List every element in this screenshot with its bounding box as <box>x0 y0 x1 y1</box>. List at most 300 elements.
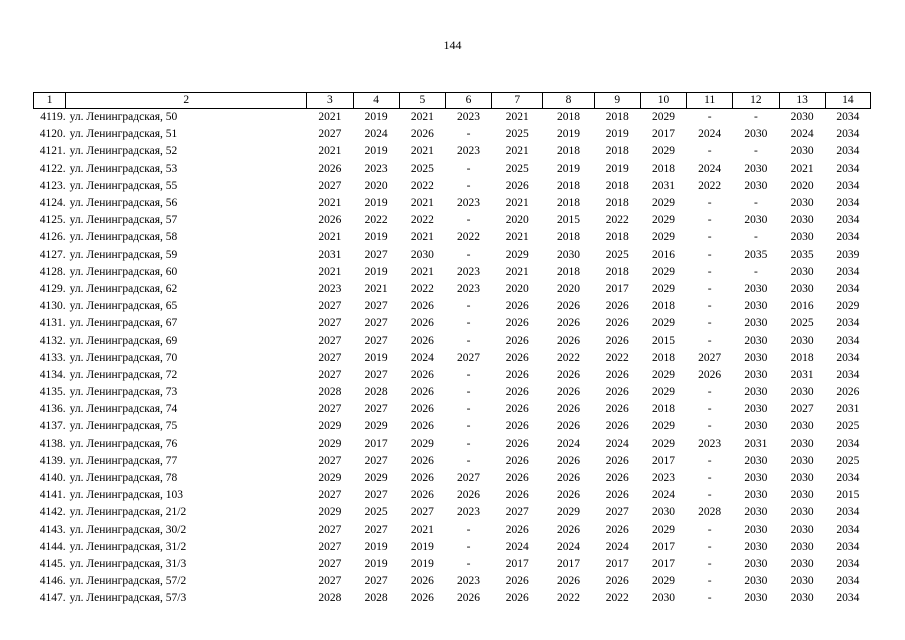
year-cell: 2030 <box>744 523 768 536</box>
year-cell: - <box>466 248 471 261</box>
year-cell: 2026 <box>505 575 529 588</box>
address-cell: ул. Ленинградская, 73 <box>69 386 178 399</box>
year-cell: 2030 <box>790 540 814 553</box>
address-cell: ул. Ленинградская, 76 <box>69 437 178 450</box>
year-cell: 2026 <box>410 489 434 502</box>
year-cell: 2027 <box>364 489 388 502</box>
year-cell: 2017 <box>651 557 675 570</box>
year-cell: 2023 <box>457 282 481 295</box>
year-cell: 2015 <box>651 334 675 347</box>
year-cell: 2026 <box>505 351 529 364</box>
year-cell: 2030 <box>790 197 814 210</box>
address-cell: ул. Ленинградская, 57/3 <box>69 592 187 605</box>
year-cell: 2027 <box>318 403 342 416</box>
year-cell: 2023 <box>318 282 342 295</box>
year-cell: 2022 <box>605 214 629 227</box>
year-cell: 2025 <box>836 454 860 467</box>
year-cell: 2030 <box>744 214 768 227</box>
row-number: 4141. <box>39 489 66 502</box>
address-cell: ул. Ленинградская, 103 <box>69 489 183 502</box>
year-cell: 2018 <box>557 145 580 158</box>
year-cell: - <box>466 403 471 416</box>
year-cell: 2021 <box>410 231 434 244</box>
year-cell: 2027 <box>318 368 342 381</box>
year-cell: 2025 <box>505 128 529 141</box>
year-cell: 2023 <box>364 162 388 175</box>
year-cell: 2027 <box>318 454 342 467</box>
year-cell: 2027 <box>318 575 342 588</box>
year-cell: - <box>707 386 712 399</box>
year-cell: - <box>466 557 471 570</box>
year-cell: 2026 <box>605 420 629 433</box>
address-cell: ул. Ленинградская, 21/2 <box>69 506 187 519</box>
row-number: 4140. <box>39 472 66 485</box>
year-cell: 2034 <box>836 214 860 227</box>
address-cell: ул. Ленинградская, 60 <box>69 265 178 278</box>
year-cell: 2018 <box>651 300 675 313</box>
column-header: 13 <box>779 93 825 109</box>
year-cell: 2027 <box>364 334 388 347</box>
year-cell: 2034 <box>836 523 860 536</box>
table-row <box>34 298 871 315</box>
year-cell: 2019 <box>410 540 434 553</box>
table-body <box>34 109 871 608</box>
year-cell: 2022 <box>605 592 629 605</box>
page-number: 144 <box>443 38 462 52</box>
year-cell: 2021 <box>410 197 434 210</box>
column-header: 14 <box>825 93 870 109</box>
year-cell: 2015 <box>557 214 580 227</box>
year-cell: 2019 <box>364 231 388 244</box>
column-header: 7 <box>492 93 543 109</box>
column-header: 2 <box>66 93 307 109</box>
year-cell: 2030 <box>790 386 814 399</box>
year-cell: 2029 <box>557 506 580 519</box>
year-cell: 2030 <box>790 575 814 588</box>
year-cell: 2021 <box>505 265 529 278</box>
year-cell: 2029 <box>651 386 675 399</box>
year-cell: 2030 <box>790 265 814 278</box>
year-cell: 2031 <box>318 248 342 261</box>
year-cell: - <box>466 368 471 381</box>
year-cell: 2026 <box>557 472 580 485</box>
year-cell: 2018 <box>605 265 629 278</box>
column-header: 11 <box>687 93 733 109</box>
table-row <box>34 161 871 178</box>
year-cell: 2034 <box>836 540 860 553</box>
year-cell: - <box>753 231 758 244</box>
year-cell: 2022 <box>698 179 722 192</box>
year-cell: 2018 <box>557 179 580 192</box>
year-cell: - <box>707 197 712 210</box>
year-cell: 2026 <box>410 128 434 141</box>
year-cell: 2021 <box>318 197 342 210</box>
year-cell: 2017 <box>505 557 529 570</box>
column-header: 1 <box>34 93 66 109</box>
year-cell: 2025 <box>605 248 629 261</box>
year-cell: 2034 <box>836 506 860 519</box>
header-row <box>34 93 871 109</box>
table-row <box>34 573 871 590</box>
year-cell: 2029 <box>651 437 675 450</box>
year-cell: 2026 <box>410 472 434 485</box>
year-cell: 2027 <box>698 351 722 364</box>
year-cell: 2039 <box>836 248 860 261</box>
year-cell: 2030 <box>651 592 675 605</box>
table-row <box>34 332 871 349</box>
year-cell: 2026 <box>505 592 529 605</box>
year-cell: 2026 <box>605 454 629 467</box>
row-number: 4135. <box>39 386 66 399</box>
year-cell: 2018 <box>557 197 580 210</box>
year-cell: 2019 <box>557 162 580 175</box>
year-cell: 2026 <box>698 368 722 381</box>
year-cell: 2023 <box>457 265 481 278</box>
table-row <box>34 401 871 418</box>
year-cell: 2018 <box>605 231 629 244</box>
year-cell: 2025 <box>790 317 814 330</box>
year-cell: 2021 <box>410 145 434 158</box>
year-cell: 2019 <box>364 111 388 124</box>
year-cell: - <box>707 214 712 227</box>
year-cell: 2026 <box>457 592 481 605</box>
year-cell: 2022 <box>410 282 434 295</box>
year-cell: 2034 <box>836 575 860 588</box>
year-cell: 2027 <box>318 317 342 330</box>
year-cell: 2030 <box>744 557 768 570</box>
address-cell: ул. Ленинградская, 31/2 <box>69 540 187 553</box>
year-cell: 2026 <box>318 162 342 175</box>
year-cell: 2026 <box>605 386 629 399</box>
year-cell: 2017 <box>364 437 388 450</box>
year-cell: 2026 <box>557 317 580 330</box>
year-cell: 2027 <box>364 300 388 313</box>
year-cell: 2029 <box>651 111 675 124</box>
year-cell: 2021 <box>505 145 529 158</box>
year-cell: 2016 <box>651 248 675 261</box>
year-cell: 2022 <box>410 179 434 192</box>
year-cell: 2027 <box>457 472 481 485</box>
year-cell: 2027 <box>790 403 814 416</box>
year-cell: 2028 <box>318 386 342 399</box>
year-cell: 2026 <box>505 179 529 192</box>
year-cell: 2034 <box>836 592 860 605</box>
year-cell: - <box>466 523 471 536</box>
year-cell: 2027 <box>364 317 388 330</box>
year-cell: 2030 <box>744 489 768 502</box>
address-cell: ул. Ленинградская, 74 <box>69 403 178 416</box>
address-cell: ул. Ленинградская, 56 <box>69 197 178 210</box>
column-header: 4 <box>353 93 399 109</box>
year-cell: 2024 <box>557 540 580 553</box>
year-cell: 2023 <box>457 575 481 588</box>
year-cell: 2026 <box>505 437 529 450</box>
year-cell: 2034 <box>836 231 860 244</box>
year-cell: 2022 <box>605 351 629 364</box>
row-number: 4124. <box>39 197 66 210</box>
year-cell: 2026 <box>505 334 529 347</box>
address-cell: ул. Ленинградская, 55 <box>69 179 178 192</box>
year-cell: 2030 <box>744 128 768 141</box>
year-cell: 2030 <box>790 420 814 433</box>
year-cell: 2031 <box>836 403 860 416</box>
year-cell: - <box>707 523 712 536</box>
year-cell: 2034 <box>836 179 860 192</box>
year-cell: 2029 <box>318 472 342 485</box>
year-cell: 2026 <box>557 420 580 433</box>
row-number: 4123. <box>39 179 66 192</box>
year-cell: 2030 <box>790 489 814 502</box>
year-cell: - <box>707 592 712 605</box>
year-cell: 2031 <box>790 368 814 381</box>
year-cell: 2016 <box>790 300 814 313</box>
table-row <box>34 556 871 573</box>
year-cell: 2022 <box>364 214 388 227</box>
row-number: 4138. <box>39 437 66 450</box>
year-cell: 2028 <box>364 592 388 605</box>
year-cell: 2030 <box>744 179 768 192</box>
year-cell: 2026 <box>410 386 434 399</box>
address-cell: ул. Ленинградская, 75 <box>69 420 178 433</box>
year-cell: 2029 <box>836 300 860 313</box>
year-cell: 2026 <box>605 472 629 485</box>
year-cell: 2018 <box>651 162 675 175</box>
year-cell: 2023 <box>457 111 481 124</box>
year-cell: 2024 <box>605 437 629 450</box>
year-cell: 2023 <box>457 145 481 158</box>
year-cell: 2030 <box>744 282 768 295</box>
year-cell: 2034 <box>836 111 860 124</box>
year-cell: 2030 <box>744 454 768 467</box>
address-cell: ул. Ленинградская, 50 <box>69 111 178 124</box>
year-cell: 2026 <box>410 592 434 605</box>
table-row <box>34 109 871 127</box>
year-cell: 2030 <box>790 214 814 227</box>
year-cell: 2026 <box>505 403 529 416</box>
year-cell: 2019 <box>410 557 434 570</box>
table-row <box>34 229 871 246</box>
year-cell: - <box>707 300 712 313</box>
year-cell: 2028 <box>698 506 722 519</box>
year-cell: 2029 <box>651 265 675 278</box>
year-cell: 2029 <box>651 214 675 227</box>
row-number: 4125. <box>39 214 66 227</box>
year-cell: 2026 <box>410 454 434 467</box>
year-cell: - <box>707 489 712 502</box>
year-cell: 2023 <box>457 197 481 210</box>
year-cell: 2030 <box>410 248 434 261</box>
year-cell: 2019 <box>605 128 629 141</box>
year-cell: 2034 <box>836 197 860 210</box>
year-cell: 2027 <box>318 557 342 570</box>
year-cell: 2029 <box>318 420 342 433</box>
year-cell: 2026 <box>557 300 580 313</box>
year-cell: 2026 <box>505 472 529 485</box>
year-cell: 2030 <box>744 592 768 605</box>
year-cell: 2027 <box>318 179 342 192</box>
year-cell: 2021 <box>790 162 814 175</box>
year-cell: 2030 <box>744 368 768 381</box>
year-cell: 2022 <box>410 214 434 227</box>
year-cell: 2035 <box>790 248 814 261</box>
year-cell: 2019 <box>364 557 388 570</box>
year-cell: 2034 <box>836 334 860 347</box>
year-cell: 2027 <box>318 540 342 553</box>
year-cell: 2029 <box>318 506 342 519</box>
year-cell: 2025 <box>364 506 388 519</box>
year-cell: 2027 <box>318 334 342 347</box>
year-cell: 2029 <box>364 472 388 485</box>
year-cell: 2027 <box>457 351 481 364</box>
row-number: 4137. <box>39 420 66 433</box>
address-cell: ул. Ленинградская, 31/3 <box>69 557 187 570</box>
year-cell: 2026 <box>505 368 529 381</box>
year-cell: 2026 <box>836 386 860 399</box>
year-cell: 2026 <box>410 334 434 347</box>
address-cell: ул. Ленинградская, 59 <box>69 248 178 261</box>
year-cell: 2030 <box>744 403 768 416</box>
year-cell: 2029 <box>651 523 675 536</box>
year-cell: 2027 <box>364 575 388 588</box>
address-cell: ул. Ленинградская, 67 <box>69 317 178 330</box>
year-cell: 2026 <box>557 454 580 467</box>
year-cell: 2034 <box>836 162 860 175</box>
year-cell: 2018 <box>557 231 580 244</box>
column-header: 3 <box>307 93 353 109</box>
year-cell: 2030 <box>790 472 814 485</box>
year-cell: - <box>753 265 758 278</box>
year-cell: 2021 <box>410 265 434 278</box>
table-row <box>34 178 871 195</box>
address-cell: ул. Ленинградская, 52 <box>69 145 178 158</box>
year-cell: 2024 <box>557 437 580 450</box>
column-header: 5 <box>399 93 445 109</box>
year-cell: - <box>707 317 712 330</box>
address-cell: ул. Ленинградская, 58 <box>69 231 178 244</box>
year-cell: - <box>466 437 471 450</box>
year-cell: 2027 <box>318 351 342 364</box>
year-cell: 2027 <box>318 523 342 536</box>
year-cell: 2021 <box>318 231 342 244</box>
year-cell: 2017 <box>557 557 580 570</box>
year-cell: 2027 <box>364 523 388 536</box>
address-cell: ул. Ленинградская, 70 <box>69 351 178 364</box>
row-number: 4147. <box>39 592 66 605</box>
year-cell: 2034 <box>836 472 860 485</box>
year-cell: - <box>707 282 712 295</box>
table-row <box>34 384 871 401</box>
year-cell: - <box>466 300 471 313</box>
year-cell: 2019 <box>364 145 388 158</box>
table-row <box>34 470 871 487</box>
year-cell: - <box>707 472 712 485</box>
year-cell: - <box>707 557 712 570</box>
row-number: 4143. <box>39 523 66 536</box>
table-row <box>34 436 871 453</box>
year-cell: 2030 <box>744 351 768 364</box>
year-cell: 2034 <box>836 265 860 278</box>
year-cell: 2024 <box>651 489 675 502</box>
year-cell: 2024 <box>790 128 814 141</box>
year-cell: - <box>753 145 758 158</box>
year-cell: 2020 <box>557 282 580 295</box>
year-cell: 2029 <box>651 317 675 330</box>
address-cell: ул. Ленинградская, 77 <box>69 454 178 467</box>
year-cell: 2020 <box>364 179 388 192</box>
year-cell: - <box>707 540 712 553</box>
year-cell: 2026 <box>410 317 434 330</box>
table-row <box>34 487 871 504</box>
year-cell: 2030 <box>790 437 814 450</box>
year-cell: 2030 <box>790 231 814 244</box>
year-cell: 2030 <box>744 162 768 175</box>
year-cell: - <box>466 179 471 192</box>
year-cell: 2019 <box>605 162 629 175</box>
year-cell: 2030 <box>557 248 580 261</box>
year-cell: 2026 <box>557 523 580 536</box>
year-cell: 2035 <box>744 248 768 261</box>
row-number: 4134. <box>39 368 66 381</box>
year-cell: 2022 <box>557 351 580 364</box>
year-cell: - <box>707 111 712 124</box>
year-cell: 2021 <box>318 111 342 124</box>
year-cell: 2020 <box>505 214 529 227</box>
year-cell: 2026 <box>605 300 629 313</box>
year-cell: 2034 <box>836 351 860 364</box>
year-cell: 2030 <box>744 575 768 588</box>
year-cell: 2021 <box>505 197 529 210</box>
registry-table <box>33 92 871 607</box>
table-row <box>34 315 871 332</box>
year-cell: 2018 <box>790 351 814 364</box>
row-number: 4120. <box>39 128 66 141</box>
year-cell: 2021 <box>318 145 342 158</box>
year-cell: 2029 <box>651 420 675 433</box>
year-cell: 2023 <box>457 506 481 519</box>
year-cell: 2018 <box>557 111 580 124</box>
row-number: 4126. <box>39 231 66 244</box>
year-cell: 2024 <box>605 540 629 553</box>
year-cell: 2026 <box>605 489 629 502</box>
year-cell: 2029 <box>410 437 434 450</box>
year-cell: 2017 <box>651 454 675 467</box>
row-number: 4121. <box>39 145 66 158</box>
year-cell: - <box>707 231 712 244</box>
year-cell: 2030 <box>790 145 814 158</box>
year-cell: 2034 <box>836 128 860 141</box>
year-cell: 2029 <box>651 197 675 210</box>
year-cell: 2034 <box>836 368 860 381</box>
year-cell: 2023 <box>698 437 722 450</box>
table-row <box>34 212 871 229</box>
year-cell: 2029 <box>651 282 675 295</box>
row-number: 4139. <box>39 454 66 467</box>
address-cell: ул. Ленинградская, 57 <box>69 214 178 227</box>
year-cell: 2021 <box>410 111 434 124</box>
year-cell: - <box>707 454 712 467</box>
year-cell: 2028 <box>364 386 388 399</box>
year-cell: 2019 <box>364 351 388 364</box>
year-cell: 2026 <box>605 575 629 588</box>
year-cell: 2029 <box>318 437 342 450</box>
table-row <box>34 453 871 470</box>
year-cell: 2027 <box>318 128 342 141</box>
row-number: 4119. <box>40 111 66 124</box>
column-header: 12 <box>733 93 779 109</box>
year-cell: - <box>707 575 712 588</box>
year-cell: 2026 <box>557 368 580 381</box>
year-cell: 2030 <box>790 506 814 519</box>
